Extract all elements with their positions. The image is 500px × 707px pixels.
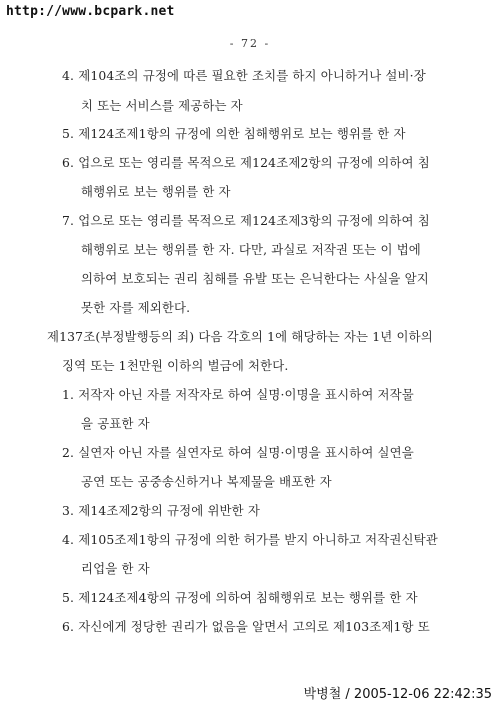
body-line: 리업을 한 자 — [81, 561, 150, 576]
body-line: 치 또는 서비스를 제공하는 자 — [81, 98, 243, 113]
body-line: 을 공표한 자 — [81, 416, 150, 431]
body-line: 3. 제14조제2항의 규정에 위반한 자 — [62, 503, 261, 518]
body-line: 4. 제104조의 규정에 따른 필요한 조치를 하지 아니하거나 설비·장 — [62, 68, 426, 83]
page-number: - 72 - — [229, 37, 271, 50]
body-line: 5. 제124조제4항의 규정에 의하여 침해행위로 보는 행위를 한 자 — [62, 590, 418, 605]
body-line: 못한 자를 제외한다. — [81, 300, 191, 315]
body-line: 징역 또는 1천만원 이하의 벌금에 처한다. — [62, 358, 289, 373]
body-line: 6. 업으로 또는 영리를 목적으로 제124조제2항의 규정에 의하여 침 — [62, 155, 430, 170]
article-heading-line: 제137조(부정발행등의 죄) 다음 각호의 1에 해당하는 자는 1년 이하의 — [47, 329, 433, 344]
body-line: 공연 또는 공중송신하거나 복제물을 배포한 자 — [81, 474, 332, 489]
body-line: 5. 제124조제1항의 규정에 의한 침해행위로 보는 행위를 한 자 — [62, 126, 406, 141]
body-line: 6. 자신에게 정당한 권리가 없음을 알면서 고의로 제103조제1항 또 — [62, 619, 430, 634]
body-line: 해행위로 보는 행위를 한 자. 다만, 과실로 저작권 또는 이 법에 — [81, 242, 421, 257]
body-line: 4. 제105조제1항의 규정에 의한 허가를 받지 아니하고 저작권신탁관 — [62, 532, 438, 547]
body-line: 2. 실연자 아닌 자를 실연자로 하여 실명·이명을 표시하여 실연을 — [62, 445, 414, 460]
body-line: 7. 업으로 또는 영리를 목적으로 제124조제3항의 규정에 의하여 침 — [62, 213, 430, 228]
body-line: 해행위로 보는 행위를 한 자 — [81, 184, 231, 199]
author-timestamp-stamp: 박병철 / 2005-12-06 22:42:35 — [303, 687, 492, 702]
site-watermark: http://www.bcpark.net — [6, 4, 175, 19]
body-line: 의하여 보호되는 권리 침해를 유발 또는 은닉한다는 사실을 알지 — [81, 271, 429, 286]
body-line: 1. 저작자 아닌 자를 저작자로 하여 실명·이명을 표시하여 저작물 — [62, 387, 414, 402]
